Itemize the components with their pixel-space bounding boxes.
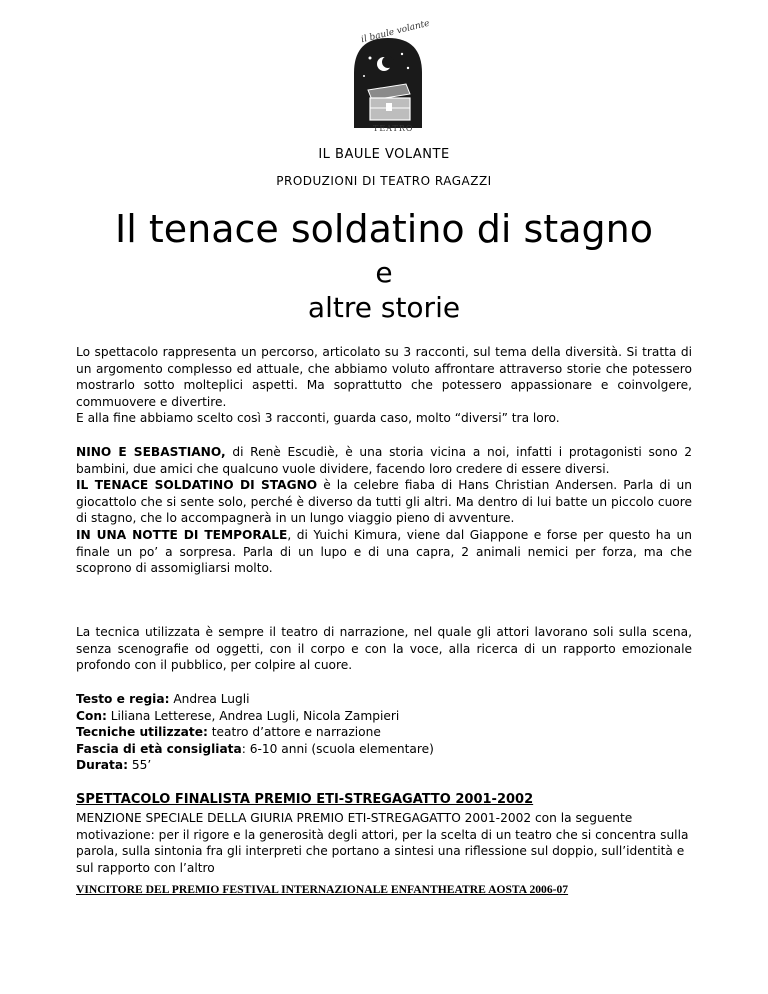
credits-list bbox=[76, 691, 692, 774]
award-mention-text: MENZIONE SPECIALE DELLA GIURIA PREMIO ETI-STREGAGATTO 2001-2002 con la seguente motivazione: per il rigore e la generosità degli attori, per la scelta di un teatro che si concentra sulla parola, sulla sintonia fra gli interpreti che portano a sintesi una riflessione sul doppio, sull’identità e sul rapporto con l’altro bbox=[76, 811, 689, 875]
story-title: IL TENACE SOLDATINO DI STAGNO bbox=[76, 478, 318, 493]
credit-value: Andrea Lugli bbox=[169, 692, 250, 706]
technique-paragraph: La tecnica utilizzata è sempre il teatro di narrazione, nel quale gli attori lavorano soli sulla scena, senza scenografie od oggetti, con il corpo e con la voce, alla ricerca di un rapporto emozionale profondo con il pubblico, per colpire al cuore. bbox=[76, 625, 692, 673]
credit-row bbox=[76, 724, 692, 741]
credit-row bbox=[76, 741, 692, 758]
credit-value: Liliana Letterese, Andrea Lugli, Nicola Zampieri bbox=[106, 708, 400, 723]
credit-label: Con: bbox=[76, 708, 107, 723]
award-winner-line: VINCITORE DEL PREMIO FESTIVAL INTERNAZIONALE ENFANTHEATRE AOSTA 2006-07 bbox=[76, 883, 569, 896]
story-title: IN UNA NOTTE DI TEMPORALE bbox=[76, 527, 288, 542]
credit-label: Fascia di età consigliata bbox=[76, 741, 242, 756]
show-title: Il tenace soldatino di stagno bbox=[115, 207, 653, 251]
logo-teatro-text: TEATRO bbox=[373, 124, 414, 133]
story-description: di Renè Escudiè, è una storia vicina a noi, infatti i protagonisti sono 2 bambini, due amici che qualcuno vuole dividere, facendo loro credere di essere diversi. bbox=[76, 445, 692, 476]
story-item bbox=[76, 527, 692, 577]
credit-value: : 6-10 anni (scuola elementare) bbox=[241, 741, 434, 756]
story-description: , di Yuichi Kimura, viene dal Giappone e forse per questo ha un finale un po’ a sorpresa. Parla di un lupo e di una capra, 2 animali nemici per forza, ma che scoprono di assomigliarsi molto. bbox=[76, 527, 692, 576]
credit-value: 55’ bbox=[127, 758, 152, 773]
intro-paragraph bbox=[76, 344, 692, 427]
theatre-logo bbox=[340, 18, 436, 138]
award-finalist-heading: SPETTACOLO FINALISTA PREMIO ETI-STREGAGATTO 2001-2002 bbox=[76, 792, 534, 807]
credit-label: Durata: bbox=[76, 758, 128, 773]
intro-closing-line: E alla fine abbiamo scelto così 3 racconti, guarda caso, molto “diversi” tra loro. bbox=[76, 411, 560, 426]
title-conjunction: e bbox=[375, 256, 393, 289]
company-subtitle: PRODUZIONI DI TEATRO RAGAZZI bbox=[276, 174, 492, 188]
credit-row bbox=[76, 691, 692, 708]
story-description: è la celebre fiaba di Hans Christian Andersen. Parla di un giocattolo che si sente solo, perché è diverso da tutti gli altri. Ma dentro di lui batte un piccolo cuore di stagno, che lo accompagnerà in un lungo viaggio pieno di avventure. bbox=[76, 478, 692, 526]
credit-row bbox=[76, 708, 692, 725]
story-item bbox=[76, 444, 692, 477]
credit-label: Testo e regia: bbox=[76, 692, 170, 706]
stories-section bbox=[76, 444, 692, 577]
logo-arc-text: il baule volante bbox=[360, 18, 431, 46]
credit-row bbox=[76, 757, 692, 774]
story-item bbox=[76, 477, 692, 527]
credit-label: Tecniche utilizzate: bbox=[76, 725, 208, 740]
company-name: IL BAULE VOLANTE bbox=[318, 147, 450, 162]
credit-value: teatro d’attore e narrazione bbox=[207, 725, 381, 740]
show-subtitle: altre storie bbox=[307, 291, 461, 324]
story-title: NINO E SEBASTIANO, bbox=[76, 445, 226, 459]
intro-text: Lo spettacolo rappresenta un percorso, articolato su 3 racconti, sul tema della diversità. Si tratta di un argomento complesso ed attuale, che abbiamo voluto affrontare attraverso storie che potessero mostrarlo sotto molteplici aspetti. Ma soprattutto che potessero appassionare e coinvolgere, commuovere e divertire. bbox=[76, 345, 692, 409]
